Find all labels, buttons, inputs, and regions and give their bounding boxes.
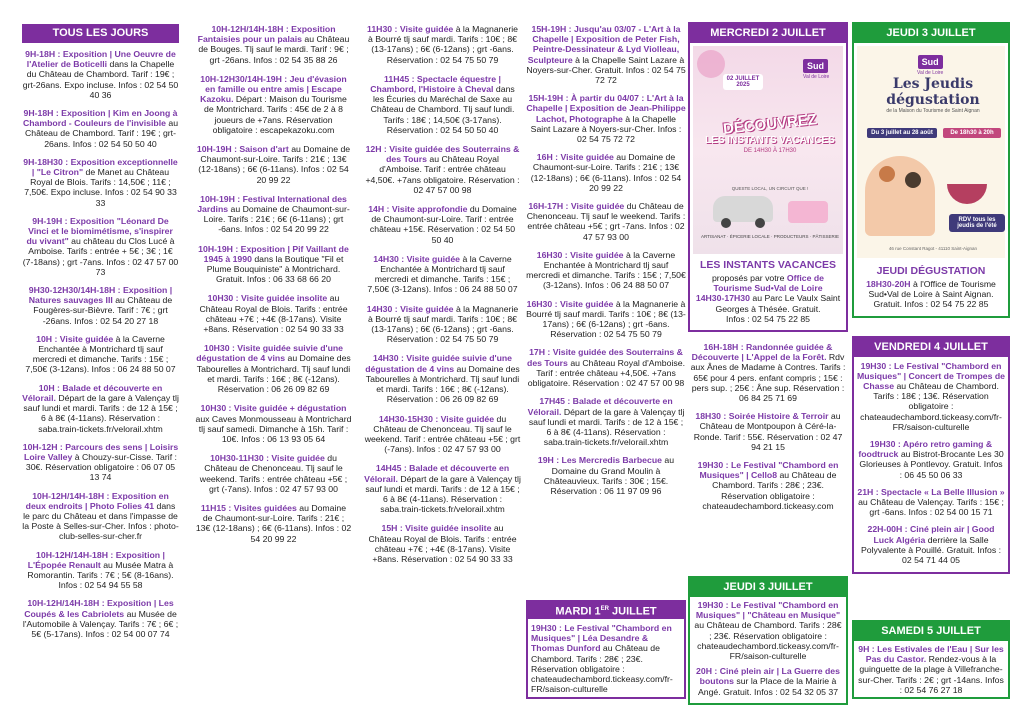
event-body: au Domaine des Tabourelles à Montrichard. Tlj sauf lundi et mardi. Tarifs : 16€ ; 8€ (-12ans). Réservation : 06 26 09 82 69 xyxy=(196,353,351,395)
poster-title-2: LES INSTANTS VACANCES xyxy=(705,135,835,146)
event-body: à Chouzy-sur-Cisse. Tarif : 30€. Réservation obligatoire : 06 07 05 13 74 xyxy=(25,451,177,483)
event-heading: 9H-18H30 : Exposition exceptionnelle | "Le Citron" xyxy=(23,156,178,178)
event-body: Départ de la gare à Valençay tlj sauf lundi et mardi. Tarifs : de 12 à 15€ ; 6 à 8€ (4-11ans). Réservation : saba.train-tickets.fr/velorail.xhtm xyxy=(528,406,685,448)
event-body: à la Chapelle Saint Lazare à Noyers-sur-Cher. Infos : 02 54 75 72 72 xyxy=(530,113,682,145)
event-body: au Domaine de Chaumont-sur-Loire. Tarifs : 21€ ; 13€ (12-18ans) ; 6€ (6-11ans). Infos : 02 54 20 99 22 xyxy=(195,502,352,544)
event-heading: 10H30 : Visite guidée insolite xyxy=(207,293,328,304)
event-heading: 22H-00H : Ciné plein air | Good Luck Algéria xyxy=(867,524,995,545)
jeudi-degustation-title: JEUDI DÉGUSTATION xyxy=(876,265,986,277)
event-body: au Château de Bouges. Tlj sauf le mardi. Tarif : 9€ ; grt -26ans. Infos : 02 54 35 88 26 xyxy=(198,34,350,65)
event-body: au Bistrot-Brocante Les 30 Glorieuses à Pontlevoy. Gratuit. Infos : 06 45 50 06 33 xyxy=(859,449,1004,480)
event-body: dans le parc du Château et dans l'impasse de la Poste à Selles-sur-Cher. Infos : photo-club-selles-sur-cher.fr xyxy=(22,500,179,542)
desc-infos: Infos : 02 54 75 22 85 xyxy=(725,313,811,324)
event-body: dans la Boutique "Fil et Plume Bouquiniste" à Montrichard. Gratuit. Infos : 06 33 68 66 20 xyxy=(206,253,344,285)
banner-mardi-text-end: JUILLET xyxy=(608,605,657,618)
event-item xyxy=(364,414,521,455)
event-item xyxy=(22,383,179,434)
event-heading: 9H : Les Estivales de l'Eau | Sur les Pas du Castor. xyxy=(858,644,1004,665)
poster-footer: ARTISANAT · ÉPICERIE LOCALE · PRODUCTEURS · PÂTISSERIE xyxy=(700,234,840,239)
event-item xyxy=(857,487,1005,518)
poster-2-title xyxy=(861,76,1005,114)
event-heading: 10H-12H/14H-18H : Exposition | L'Épopée Renault xyxy=(27,549,165,570)
banner-samedi: SAMEDI 5 JUILLET xyxy=(854,622,1008,641)
jeudi-section-c5 xyxy=(688,576,848,705)
event-heading: 10H-12H30/14H-19H : Jeu d'évasion en famille ou entre amis | Escape Kazoku. xyxy=(200,73,347,105)
people-illustration xyxy=(865,156,935,236)
column-5-events xyxy=(688,342,848,511)
event-heading: 11H30 : Visite guidée xyxy=(366,24,454,34)
event-heading: 16H30 : Visite guidée xyxy=(526,298,614,309)
poster-date: 02 JUILLET 2025 xyxy=(723,74,763,90)
event-item xyxy=(195,144,352,185)
event-body: sur la Place de la Mairie à Angé. Gratuit. Infos : 02 54 32 05 37 xyxy=(697,676,839,697)
event-body: au Château de Chambord. Tarifs : 28€ ; 23€. Réservation obligatoire : chateaudechambord.tickeasy.com xyxy=(702,470,837,511)
event-body: au Château de Fougères-sur-Bièvre. Tarif : 7€ ; grt -26ans. Infos : 02 54 20 27 18 xyxy=(33,295,173,326)
instants-vacances-title: LES INSTANTS VACANCES xyxy=(699,259,837,271)
event-item xyxy=(22,157,179,208)
column-4-events xyxy=(526,24,686,496)
event-item xyxy=(195,293,352,334)
jeudi-events-c5 xyxy=(690,597,846,703)
samedi-box xyxy=(852,620,1010,699)
event-body: au Domaine de Chaumont-sur-Loire. Tarifs : 21€ ; 13€ (12-18ans) ; 6€ (6-11ans). Infos : 02 54 20 99 22 xyxy=(530,152,682,193)
event-item xyxy=(195,453,352,494)
event-item xyxy=(364,463,521,514)
event-item xyxy=(22,49,179,100)
event-heading: 10H-19H : Festival International des Jardins xyxy=(197,193,347,215)
banner-tous-les-jours: TOUS LES JOURS xyxy=(22,24,179,43)
event-body: à la Caverne Enchantée à Montrichard tlj sauf mercredi et dimanche. Tarifs : 15€ ; 7,50€ (3-12ans). Infos : 06 24 88 50 07 xyxy=(25,333,176,375)
person-head-icon xyxy=(879,166,895,182)
event-item xyxy=(195,194,352,235)
event-body: au Domaine de Chaumont-sur-Loire. Tarifs : 21€ ; 13€ (12-18ans) ; 6€ (6-11ans). Infos : 02 54 20 99 22 xyxy=(198,144,351,185)
column-3-events xyxy=(364,24,521,564)
event-heading: 9H-18H : Exposition | Kim en Joong à Chambord - Couleurs de l'invisible xyxy=(22,108,178,129)
event-body: derrière la Salle Polyvalente à Pouillé. Gratuit. Infos : 02 54 71 44 05 xyxy=(860,534,1002,566)
event-heading: 14H45 : Balade et découverte en Vélorail. xyxy=(364,463,510,484)
event-item xyxy=(364,523,521,564)
event-heading: 16H-17H : Visite guidée xyxy=(528,201,625,212)
event-item xyxy=(195,24,352,65)
event-item xyxy=(195,74,352,135)
event-body: au Château de Chambord. Tarifs : 28€ ; 23€. Réservation obligatoire : chateaudechambord.tickeasy.com/fr-FR/saison-culturelle xyxy=(694,620,842,662)
event-heading: 12H : Visite guidée des Souterrains & des Tours xyxy=(365,144,520,165)
event-item xyxy=(22,216,179,277)
event-body: à la Chapelle Saint Lazare à Noyers-sur-Cher. Gratuit. Infos : 02 54 75 72 72 xyxy=(526,54,686,86)
event-body: du Château de Chenonceau. Tlj sauf le weekend. Tarifs : entrée château +5€ ; grt -7ans. Infos : 02 47 57 93 00 xyxy=(526,201,686,242)
event-item xyxy=(526,250,686,291)
event-item xyxy=(688,460,848,511)
event-item xyxy=(22,442,179,483)
event-body: au Château Royal d'Amboise. Tarif : entrée château +4,50€. +7ans obligatoire. Réservation : 02 47 57 00 98 xyxy=(365,154,520,195)
jeudi-degustation-info xyxy=(854,261,1008,316)
logo-text: Sud xyxy=(807,61,824,71)
event-body: aux Caves Monmousseau à Montrichard tlj sauf samedi. Dimanche à 15h. Tarif : 10€. Infos : 06 13 93 05 64 xyxy=(195,413,352,444)
desc-location: au Parc Le Vaulx Saint Georges à Thésée. Gratuit. xyxy=(715,293,841,314)
column-6 xyxy=(852,22,1010,574)
event-item xyxy=(364,24,521,65)
event-body: au Château Royal de Blois. Tarifs : entrée château +7€ ; +4€ (8-17ans). Visite +8ans. Réservation : 02 54 90 33 33 xyxy=(199,293,348,335)
event-item xyxy=(526,347,686,388)
event-item xyxy=(364,254,521,295)
event-body: au Château de Chambord. Tarif : 19€ ; grt-26ans. Infos : 02 54 50 50 40 xyxy=(25,118,179,149)
event-body: du Domaine de Chaumont-sur-Loire. Tarif : entrée château +15€. Réservation : 02 54 50 50 40 xyxy=(369,204,517,245)
column-1 xyxy=(22,24,179,647)
event-item xyxy=(526,152,686,193)
event-heading: 15H-19H : Jusqu'au 03/07 - L'Art à la Chapelle | Exposition de Peter Fish, Peintre-Dessinateur & Lyd Violleau, Sculpteure xyxy=(527,24,681,65)
jeudi-box-c5 xyxy=(688,576,848,705)
mercredi-box xyxy=(688,22,848,332)
event-heading: 16H : Visite guidée xyxy=(536,152,614,163)
event-item xyxy=(693,666,843,697)
banner-mardi-text: MARDI 1 xyxy=(555,605,601,618)
event-heading: 11H15 : Visites guidées xyxy=(200,502,297,513)
event-heading: 19H30 : Le Festival "Chambord en Musiques" | Cello8 xyxy=(697,460,839,481)
poster-tagline: QUESTE LOCAL, UN CIRCUIT QUE ! xyxy=(731,186,809,191)
banner-mardi xyxy=(526,600,686,619)
banner-vendredi: VENDREDI 4 JUILLET xyxy=(854,338,1008,357)
event-item xyxy=(693,600,843,661)
event-body: au château du Clos Lucé à Amboise. Tarifs : entrée + 5€ ; 3€ ; 1€ (7-18ans) ; grt -7ans. Infos : 02 47 57 00 73 xyxy=(22,236,179,277)
event-item xyxy=(526,455,686,496)
column-1-events xyxy=(22,49,179,639)
event-body: au Château Royal de Blois. Tarifs : entrée château +7€ ; +4€ (8-17ans). Visite +8ans. Réservation : 02 54 90 33 33 xyxy=(368,523,517,564)
event-heading: 10H30-11H30 : Visite guidée xyxy=(210,453,325,464)
instants-vacances-desc xyxy=(694,273,842,324)
event-body: au Château de Chambord. Tarifs : 18€ ; 13€. Réservation obligatoire : chateaudechambord.tickeasy.com/fr-FR/saison-culturelle xyxy=(860,381,1002,432)
event-body: Départ de la gare à Valençay tlj sauf lundi et mardi. Tarifs : de 12 à 15€ ; 6 à 8€ (4-11ans). Réservation : saba.train-tickets.fr/velorail.xhtm xyxy=(23,392,179,434)
poster-2-dates: Du 3 juillet au 28 août xyxy=(867,128,937,138)
event-heading: 11H45 : Spectacle équestre | Chambord, l'Histoire à Cheval xyxy=(370,73,501,95)
samedi-section xyxy=(852,620,1010,699)
event-body: dans les Écuries du Maréchal de Saxe au Château de Chambord. Tlj sauf lundi. Tarifs : 18€ ; 14,50€ (3-17ans). Réservation : 02 54 50 50 40 xyxy=(370,84,515,135)
event-heading: 14H : Visite approfondie xyxy=(368,204,468,215)
event-heading: 10H-12H/14H-18H : Exposition Fantaisies pour un palais xyxy=(197,24,336,45)
event-item xyxy=(857,644,1005,695)
event-heading: 14H30-15H30 : Visite guidée xyxy=(378,413,495,424)
event-item xyxy=(364,304,521,345)
event-item xyxy=(22,491,179,542)
instants-vacances-poster xyxy=(693,46,843,254)
event-item xyxy=(22,334,179,375)
sud-logo-2 xyxy=(918,55,943,69)
column-4 xyxy=(526,24,686,504)
event-heading: 9H-18H : Exposition | Une Oeuvre de l'Atelier de Boticelli xyxy=(25,49,176,70)
event-body: au Musée Matra à Romorantin. Tarifs : 7€ ; 5€ (8-16ans). Infos : 02 54 94 55 58 xyxy=(27,559,174,591)
poster-title-3: DE 14H30 À 17H30 xyxy=(743,148,797,154)
banner-mercredi: MERCREDI 2 JUILLET xyxy=(690,24,846,43)
event-heading: 19H30 : Le Festival "Chambord en Musiques" | Concert de Trompes de Chasse xyxy=(857,360,1005,392)
event-item xyxy=(688,411,848,452)
column-5 xyxy=(688,22,848,519)
poster-2-rdv: RDV tous les jeudis de l'été xyxy=(949,214,1005,232)
mardi-section xyxy=(526,600,686,699)
event-item xyxy=(526,24,686,85)
vendredi-box xyxy=(852,336,1010,575)
event-heading: 14H30 : Visite guidée xyxy=(366,303,454,314)
event-item xyxy=(857,524,1005,565)
jeudi-degustation-box xyxy=(852,22,1010,318)
event-heading: 20H : Ciné plein air | La Guerre des boutons xyxy=(696,666,840,687)
desc-office: Office de Tourisme Sud•Val de Loire xyxy=(713,273,825,294)
event-heading: 10H30 : Visite guidée + dégustation xyxy=(200,403,347,414)
jeudis-degustation-poster xyxy=(857,46,1005,258)
poster-2-title-2: dégustation xyxy=(886,92,980,108)
car-wheel-icon xyxy=(721,218,731,228)
event-item xyxy=(364,204,521,245)
event-heading: 14H30 : Visite guidée xyxy=(373,253,461,264)
event-item xyxy=(526,299,686,340)
event-item xyxy=(195,343,352,394)
poster-logo-2 xyxy=(917,52,943,76)
event-body: au Château de Valençay. Tarifs : 15€ ; grt -6ans. Infos : 02 54 00 15 71 xyxy=(858,497,1004,518)
column-3 xyxy=(364,24,521,573)
event-body: dans la Chapelle du Château de Chambord. Tarif : 19€ ; grt-26ans. Expo incluse. Infos : 02 54 50 40 36 xyxy=(22,59,179,100)
event-body: à la Magnanerie à Bourré tlj sauf mardi. Tarifs : 10€ ; 8€ (13-17ans) ; 6€ (6-12ans) ; grt -6ans. Réservation : 02 54 75 50 79 xyxy=(526,298,686,340)
event-heading: 10H-19H : Exposition | Pif Vaillant de 1945 à 1990 xyxy=(198,243,349,264)
banner-mardi-sup: ER xyxy=(600,606,609,612)
event-item xyxy=(364,353,521,404)
degustation-hours: 18H30-20H xyxy=(866,279,911,289)
samedi-events xyxy=(854,641,1008,695)
event-item xyxy=(364,144,521,195)
event-body: au Château de Montpoupon à Céré-la-Ronde. Tarif : 55€. Réservation : 02 47 94 21 15 xyxy=(693,411,843,452)
event-heading: 10H-12H/14H-18H : Exposition | Les Coupés & les Cabriolets xyxy=(24,598,174,619)
jeudi-degustation-desc xyxy=(858,279,1004,310)
banner-jeudi: JEUDI 3 JUILLET xyxy=(854,24,1008,43)
event-item xyxy=(526,396,686,447)
desc-text: proposés par votre xyxy=(711,273,785,283)
event-body: à la Magnanerie à Bourré tlj sauf mardi. Tarifs : 10€ ; 8€ (13-17ans) ; 6€ (6-12ans) ; grt -6ans. Réservation : 02 54 75 50 79 xyxy=(367,24,518,65)
column-2 xyxy=(195,24,352,553)
event-item xyxy=(195,503,352,544)
event-body: au Domaine de Chaumont-sur-Loire. Tarifs : 21€ ; 6€ (6-11ans) ; grt -6ans. Infos : 02 54 20 99 22 xyxy=(203,204,350,235)
event-item xyxy=(688,342,848,403)
event-body: Départ : Maison du Tourisme de Montrichard. Tarifs : 45€ de 2 à 8 joueurs de +7ans. Réservation obligatoire : escapekazoku.com xyxy=(204,94,347,135)
poster-2-subtitle: de la Maison du Tourisme de Saint Aignan xyxy=(886,108,980,114)
event-heading: 19H30 : Le Festival "Chambord en Musiques" | "Château en Musique" xyxy=(695,600,841,621)
car-wheel-icon xyxy=(755,218,765,228)
event-body: à la Magnanerie à Bourré tlj sauf mardi. Tarifs : 10€ ; 8€ (13-17ans) ; 6€ (6-12ans) ; grt -6ans. Réservation : 02 54 75 50 79 xyxy=(367,303,519,345)
logo-subtext-2: Val de Loire xyxy=(917,70,944,76)
mardi-box xyxy=(526,619,686,699)
desc-hours: 14H30-17H30 xyxy=(695,293,750,304)
instants-vacances-info xyxy=(690,257,846,330)
degustation-details: à l'Office de Tourisme Sud•Val de Loire à Saint Aignan. Gratuit. Infos : 02 54 75 22 85 xyxy=(868,279,996,310)
poster-2-footer: 46 rue Constant Ragot - 41110 Saint-Aignan xyxy=(888,246,978,251)
event-body: au Domaine du Grand Moulin à Châteauvieux. Tarifs : 30€ ; 15€. Réservation : 06 11 97 09 96 xyxy=(543,455,675,496)
event-heading: 10H : Visite guidée xyxy=(36,333,114,344)
poster-title-1: DÉCOUVREZ xyxy=(722,111,818,138)
vendredi-events xyxy=(854,357,1008,566)
banner-jeudi-c5: JEUDI 3 JUILLET xyxy=(690,578,846,597)
event-body: du Château de Chenonceau. Tlj sauf le weekend. Tarif : entrée château +5€ ; grt (-7ans). Infos : 02 47 57 93 00 xyxy=(364,413,521,455)
event-item xyxy=(526,201,686,242)
logo-subtext: Val de Loire xyxy=(803,74,830,80)
event-heading: 19H30 : Le Festival "Chambord en Musiques" | Léa Desandre & Thomas Dunford xyxy=(531,623,672,654)
event-heading: 14H30 : Visite guidée suivie d'une dégustation de 4 vins xyxy=(365,353,513,374)
poster-title xyxy=(703,111,837,154)
poster-2-title-1: Les Jeudis xyxy=(892,76,974,92)
event-body: à la Caverne Enchantée à Montrichard tlj sauf mercredi et dimanche. Tarifs : 15€ ; 7,50€ (3-12ans). Infos : 06 24 88 50 07 xyxy=(526,249,686,291)
event-heading: 10H-12H : Parcours des sens | Loisirs Loire Valley xyxy=(22,441,179,462)
sud-logo xyxy=(803,59,828,73)
event-item xyxy=(857,361,1005,432)
logo-text-2: Sud xyxy=(921,57,939,67)
event-heading: 17H45 : Balade et découverte en Vélorail. xyxy=(527,396,673,417)
event-body: au Château Royal d'Amboise. Tarif : entrée château +4,50€. +7ans obligatoire. Réservation : 02 47 57 00 98 xyxy=(527,357,685,389)
poster-decor xyxy=(697,50,725,78)
event-body: à la Caverne Enchantée à Montrichard tlj sauf mercredi et dimanche. Tarifs : 15€ ; 7,50€ (3-12ans). Infos : 06 24 88 50 07 xyxy=(367,253,518,295)
event-body: de Manet au Château Royal de Blois. Tarifs : 14,50€ ; 11€ ; 7,50€. Expo incluse. Infos : 02 54 90 33 33 xyxy=(24,167,177,208)
event-item xyxy=(857,439,1005,480)
event-heading: 9H30-12H30/14H-18H : Exposition | Natures sauvages III xyxy=(28,285,173,306)
event-body: au Musée de l'Automobile à Valençay. Tarifs : 7€ ; 6€ ; 5€ (5-17ans). Infos : 02 54 00 07 74 xyxy=(22,608,179,639)
event-heading: 15H : Visite guidée insolite xyxy=(381,523,492,534)
event-item xyxy=(195,403,352,444)
event-heading: 10H-12H/14H-18H : Exposition en deux endroits | Photo Folies 41 xyxy=(25,490,169,511)
wine-glass-icon xyxy=(947,184,987,204)
event-item xyxy=(195,244,352,285)
event-heading: 10H-19H : Saison d'art xyxy=(196,144,289,155)
event-heading: 21H : Spectacle « La Belle Illusion » xyxy=(857,486,1005,497)
event-body: Rdv aux Ânes de Madame à Contres. Tarifs : 65€ pour 4 pers. enfant compris ; 15€ : pers sup. ; 25€ : Âne sup. Réservation : 06 84 25 71 69 xyxy=(690,352,846,404)
event-heading: 17H : Visite guidée des Souterrains & des Tours xyxy=(527,347,683,368)
event-body: au Domaine des Tabourelles à Montrichard. Tlj sauf lundi et mardi. Tarifs : 16€ ; 8€ (-12ans). Réservation : 06 26 09 82 69 xyxy=(365,363,520,405)
event-heading: 10H : Balade et découverte en Vélorail. xyxy=(22,382,163,403)
event-heading: 19H : Les Mercredis Barbecue xyxy=(537,455,662,466)
event-body: Rendez-vous à la guinguette de la plage à Villefranche-sur-Cher. Tarifs : 2€ ; grt -14ans. Infos : 02 54 76 27 18 xyxy=(858,654,1004,695)
event-body: Départ de la gare à Valençay tlj sauf lundi et mardi. Tarifs : de 12 à 15€ ; 6 à 8€ (4-11ans). Réservation : saba.train-tickets.fr/velorail.xhtm xyxy=(365,473,521,515)
event-item xyxy=(22,598,179,639)
event-heading: 10H30 : Visite guidée suivie d'une dégustation de 4 vins xyxy=(196,343,344,364)
column-2-events xyxy=(195,24,352,544)
event-item xyxy=(364,74,521,135)
poster-2-hours: De 18h30 à 20h xyxy=(943,128,1001,138)
event-heading: 18H30 : Soirée Histoire & Terroir xyxy=(695,411,829,422)
event-body: au Château de Chambord. Tarifs : 28€ ; 23€. Réservation obligatoire : chateaudechambord.tickeasy.com/fr-FR/saison-culturelle xyxy=(531,643,673,695)
event-heading: 15H-19H : À partir du 04/07 : L'Art à la Chapelle | Exposition de Jean-Philippe Lachot, Photographe xyxy=(526,93,686,124)
event-body: du Château de Chenonceau. Tlj sauf le weekend. Tarifs : entrée château +5€ ; grt (-7ans). Infos : 02 47 57 93 00 xyxy=(199,453,348,494)
event-heading: 19H30 : Apéro retro gaming & foodtruck xyxy=(858,439,993,460)
event-item xyxy=(22,108,179,149)
poster-logo xyxy=(803,56,829,80)
event-heading: 16H-18H : Randonnée guidée & Découverte | L'Appel de la Forêt. xyxy=(691,342,833,363)
event-item xyxy=(22,550,179,591)
person-head-icon xyxy=(905,172,921,188)
event-item xyxy=(526,93,686,144)
event-item xyxy=(22,285,179,326)
event-heading: 16H30 : Visite guidée xyxy=(536,249,624,260)
stall-icon xyxy=(788,201,828,223)
event-heading: 9H-19H : Exposition "Léonard De Vinci et le biomimétisme, s'inspirer du vivant" xyxy=(26,215,173,247)
mardi-event xyxy=(531,623,681,694)
